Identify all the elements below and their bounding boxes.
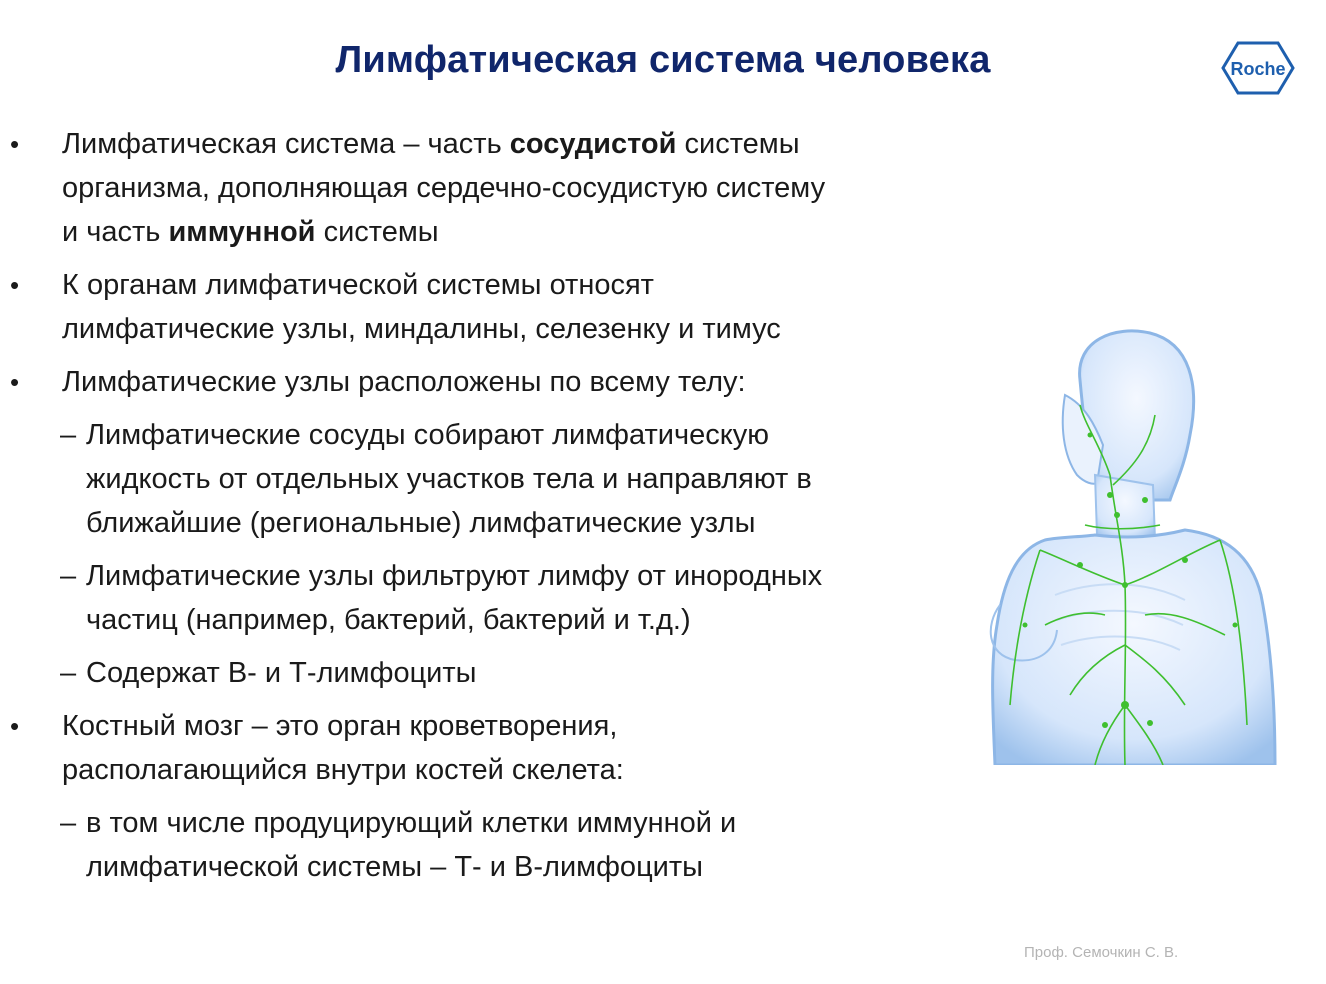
lymphatic-body-illustration	[985, 325, 1281, 765]
dash-marker: –	[60, 419, 77, 451]
dash-marker: –	[60, 560, 77, 592]
bullet-line: лимфатические узлы, миндалины, селезенку и тимус	[62, 313, 781, 345]
footer-author: Проф. Семочкин С. В.	[1024, 944, 1179, 961]
bullet-line	[62, 210, 980, 254]
sub-bullet-line: жидкость от отдельных участков тела и направляют в	[86, 463, 812, 495]
bold-term: иммунной	[168, 216, 316, 248]
bullet-marker: •	[10, 711, 20, 741]
sub-bullet-line: лимфатической системы – Т- и В-лимфоциты	[86, 851, 704, 883]
sub-bullet-line: Лимфатические сосуды собирают лимфатическую	[86, 419, 769, 451]
sub-bullet-line: ближайшие (региональные) лимфатические узлы	[86, 507, 756, 539]
text-run: системы	[315, 216, 439, 248]
dash-marker: –	[60, 657, 77, 689]
bullet-line	[62, 122, 980, 166]
sub-bullet-item	[0, 554, 980, 642]
bullet-item	[0, 360, 980, 404]
bullet-line: Лимфатические узлы расположены по всему телу:	[62, 366, 746, 398]
bullet-item	[0, 704, 980, 792]
sub-bullet-item	[0, 801, 980, 889]
sub-bullet-item	[0, 413, 980, 545]
bullet-item	[0, 122, 980, 254]
sub-bullet-line: Лимфатические узлы фильтруют лимфу от инородных	[86, 560, 823, 592]
bullet-marker: •	[10, 129, 20, 159]
sub-bullet-line: Содержат В- и Т-лимфоциты	[86, 657, 477, 689]
bold-term: сосудистой	[509, 128, 677, 160]
bullet-item	[0, 263, 980, 351]
text-run: системы	[676, 128, 800, 160]
sub-bullet-line: в том числе продуцирующий клетки иммунной и	[86, 807, 737, 839]
content-list	[0, 122, 980, 898]
sub-bullet-line: частиц (например, бактерий, бактерий и т.д.)	[86, 604, 691, 636]
text-run: Лимфатическая система – часть	[62, 128, 510, 160]
slide-title: Лимфатическая система человека	[335, 39, 991, 81]
sub-bullet-item	[0, 651, 980, 695]
bullet-line: располагающийся внутри костей скелета:	[62, 754, 624, 786]
bullet-line: Костный мозг – это орган кроветворения,	[62, 710, 618, 742]
bullet-line: организма, дополняющая сердечно-сосудистую систему	[62, 172, 826, 204]
text-run: и часть	[62, 216, 169, 248]
bullet-marker: •	[10, 270, 20, 300]
roche-logo	[1220, 40, 1296, 96]
logo-text: Roche	[1230, 59, 1286, 79]
bullet-line: К органам лимфатической системы относят	[62, 269, 654, 301]
dash-marker: –	[60, 807, 77, 839]
bullet-marker: •	[10, 367, 20, 397]
